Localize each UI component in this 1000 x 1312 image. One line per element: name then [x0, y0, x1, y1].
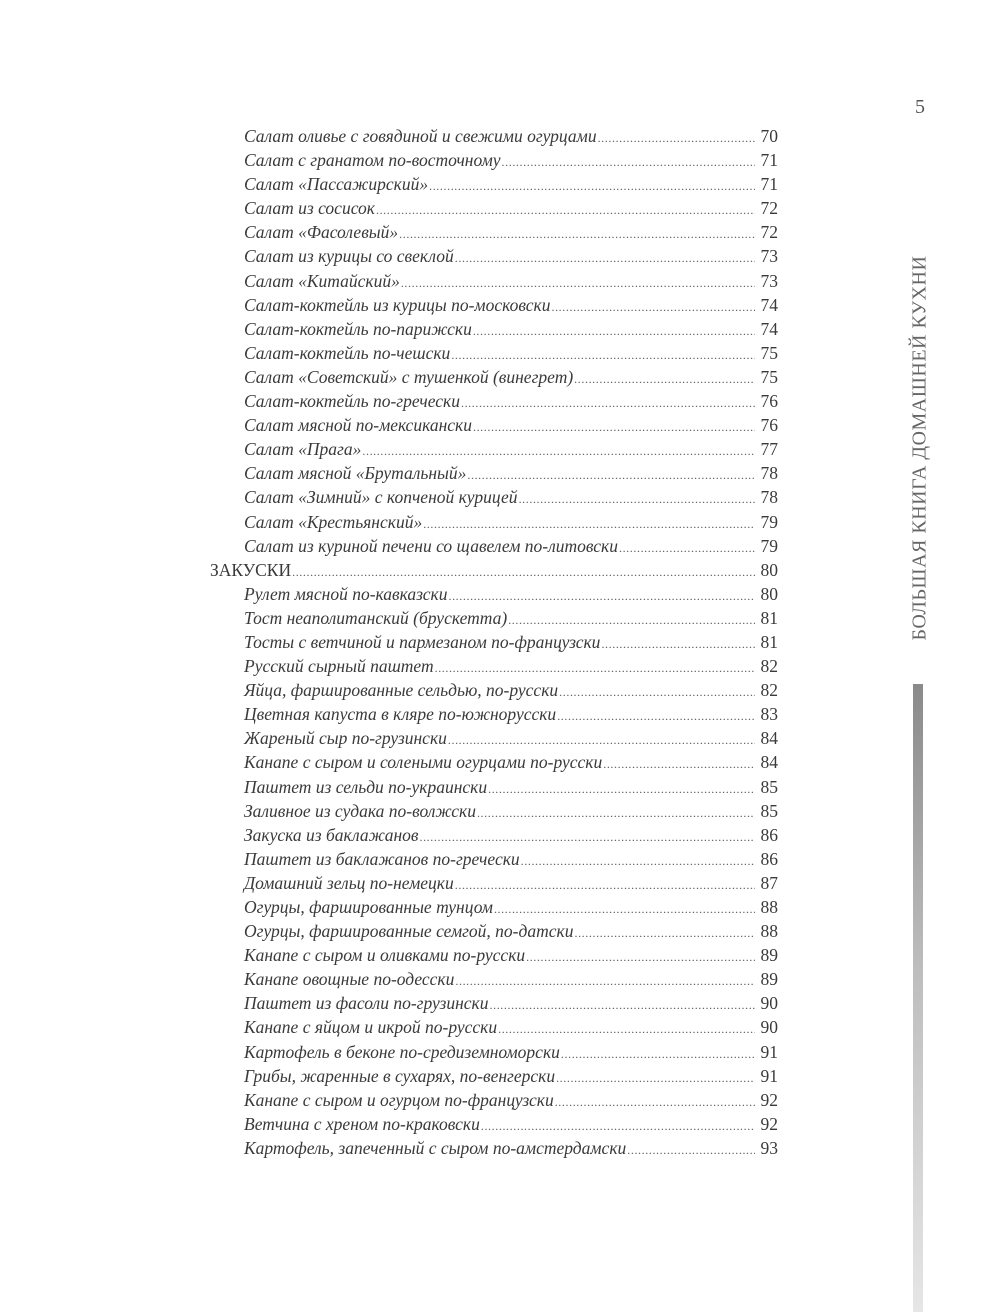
- toc-entry-page: 80: [760, 559, 778, 580]
- toc-entry-page: 76: [760, 391, 778, 412]
- toc-entry: [210, 582, 778, 606]
- toc-entry-page: 82: [760, 680, 778, 701]
- toc-entry-title: Жареный сыр по-грузински: [244, 728, 447, 749]
- toc-dot-leader: [556, 1066, 755, 1090]
- toc-entry-page: 71: [760, 174, 778, 195]
- toc-entry: [210, 485, 778, 509]
- toc-entry-title: Цветная капуста в кляре по-южнорусски: [244, 704, 557, 725]
- toc-dot-leader: [574, 367, 755, 391]
- toc-entry: [210, 1088, 778, 1112]
- table-of-contents: [210, 124, 778, 1160]
- toc-entry-title: Паштет из сельди по-украински: [244, 776, 488, 797]
- toc-dot-leader: [598, 126, 755, 150]
- toc-entry-page: 76: [760, 415, 778, 436]
- toc-dot-leader: [490, 993, 756, 1017]
- toc-entry: [210, 967, 778, 991]
- toc-entry: [210, 678, 778, 702]
- toc-entry-page: 84: [760, 752, 778, 773]
- toc-dot-leader: [603, 752, 755, 776]
- toc-entry: [210, 775, 778, 799]
- toc-entry-page: 71: [760, 150, 778, 171]
- toc-dot-leader: [376, 198, 755, 222]
- toc-entry: [210, 269, 778, 293]
- toc-entry-page: 89: [760, 969, 778, 990]
- toc-entry-page: 90: [760, 993, 778, 1014]
- toc-entry-page: 81: [760, 631, 778, 652]
- toc-entry-page: 81: [760, 607, 778, 628]
- toc-entry-page: 92: [760, 1113, 778, 1134]
- toc-entry-title: Салат «Прага»: [244, 439, 362, 460]
- toc-entry-title: Салат-коктейль по-гречески: [244, 391, 460, 412]
- toc-dot-leader: [619, 536, 755, 560]
- toc-entry: [210, 871, 778, 895]
- toc-entry: [210, 606, 778, 630]
- toc-entry-page: 78: [760, 463, 778, 484]
- toc-entry-page: 91: [760, 1041, 778, 1062]
- toc-entry-title: Салат «Советский» с тушенкой (винегрет): [244, 366, 574, 387]
- toc-entry: [210, 293, 778, 317]
- toc-dot-leader: [423, 512, 755, 536]
- toc-entry-title: Канапе с сыром и огурцом по-французски: [244, 1089, 554, 1110]
- toc-entry: [210, 823, 778, 847]
- toc-entry-page: 91: [760, 1065, 778, 1086]
- toc-entry-page: 78: [760, 487, 778, 508]
- toc-entry: [210, 220, 778, 244]
- toc-dot-leader: [401, 271, 755, 295]
- toc-entry: [210, 630, 778, 654]
- toc-entry-page: 93: [760, 1137, 778, 1158]
- toc-entry: [210, 413, 778, 437]
- toc-entry-title: Салат «Китайский»: [244, 270, 400, 291]
- toc-entry-page: 87: [760, 872, 778, 893]
- toc-entry-title: Яйца, фаршированные сельдью, по-русски: [244, 680, 559, 701]
- toc-dot-leader: [455, 969, 755, 993]
- toc-entry-title: Салат «Крестьянский»: [244, 511, 423, 532]
- toc-entry-title: Салат мясной по-мексикански: [244, 415, 472, 436]
- toc-entry: [210, 461, 778, 485]
- toc-entry-title: Русский сырный паштет: [244, 656, 434, 677]
- toc-entry-title: Картофель, запеченный с сыром по-амстердамски: [244, 1137, 627, 1158]
- toc-entry: [210, 317, 778, 341]
- toc-entry-title: ЗАКУСКИ: [210, 559, 292, 580]
- toc-dot-leader: [519, 487, 755, 511]
- toc-entry-title: Огурцы, фаршированные семгой, по-датски: [244, 921, 574, 942]
- toc-entry-title: Салат-коктейль из курицы по-московски: [244, 294, 551, 315]
- toc-entry: [210, 172, 778, 196]
- toc-dot-leader: [292, 560, 755, 584]
- toc-entry-title: Салат из курицы со свеклой: [244, 246, 454, 267]
- toc-entry-title: Салат-коктейль по-парижски: [244, 318, 472, 339]
- toc-entry-title: Салат с гранатом по-восточному: [244, 150, 501, 171]
- toc-entry-page: 77: [760, 439, 778, 460]
- toc-dot-leader: [455, 873, 755, 897]
- book-title-vertical: БОЛЬШАЯ КНИГА ДОМАШНЕЙ КУХНИ: [908, 255, 931, 641]
- toc-entry-title: Салат мясной «Брутальный»: [244, 463, 467, 484]
- toc-entry-page: 72: [760, 222, 778, 243]
- toc-entry-page: 89: [760, 945, 778, 966]
- toc-dot-leader: [559, 680, 755, 704]
- toc-entry: [210, 1040, 778, 1064]
- toc-entry-title: Ветчина с хреном по-краковски: [244, 1113, 480, 1134]
- toc-section-heading: [210, 558, 778, 582]
- toc-entry-page: 73: [760, 246, 778, 267]
- toc-entry-title: Канапе овощные по-одесски: [244, 969, 455, 990]
- toc-entry-title: Паштет из фасоли по-грузински: [244, 993, 489, 1014]
- toc-entry-title: Салат оливье с говядиной и свежими огурцами: [244, 126, 597, 146]
- toc-dot-leader: [399, 222, 755, 246]
- toc-dot-leader: [508, 608, 755, 632]
- toc-entry-page: 79: [760, 535, 778, 556]
- toc-dot-leader: [448, 728, 755, 752]
- toc-entry-title: Салат «Зимний» с копченой курицей: [244, 487, 518, 508]
- toc-dot-leader: [555, 1090, 755, 1114]
- toc-dot-leader: [448, 584, 755, 608]
- toc-entry: [210, 244, 778, 268]
- toc-dot-leader: [473, 415, 755, 439]
- toc-entry-title: Салат «Фасолевый»: [244, 222, 399, 243]
- toc-entry: [210, 895, 778, 919]
- toc-dot-leader: [627, 1138, 755, 1162]
- toc-dot-leader: [455, 246, 755, 270]
- toc-entry-title: Канапе с сыром и оливками по-русски: [244, 945, 526, 966]
- toc-dot-leader: [601, 632, 755, 656]
- toc-entry-title: Картофель в беконе по-средиземноморски: [244, 1041, 560, 1062]
- side-decorative-bar: [913, 684, 923, 1312]
- toc-dot-leader: [502, 150, 755, 174]
- toc-dot-leader: [429, 174, 755, 198]
- toc-entry-title: Закуска из баклажанов: [244, 824, 419, 845]
- toc-entry-title: Салат из сосисок: [244, 198, 375, 219]
- toc-entry: [210, 1064, 778, 1088]
- toc-dot-leader: [419, 825, 755, 849]
- toc-dot-leader: [488, 777, 755, 801]
- toc-entry-page: 90: [760, 1017, 778, 1038]
- toc-entry-title: Салат из куриной печени со щавелем по-литовски: [244, 535, 618, 556]
- toc-entry: [210, 365, 778, 389]
- toc-entry: [210, 702, 778, 726]
- toc-entry: [210, 991, 778, 1015]
- toc-entry-page: 92: [760, 1089, 778, 1110]
- toc-entry: [210, 726, 778, 750]
- toc-entry: [210, 654, 778, 678]
- toc-entry-page: 73: [760, 270, 778, 291]
- toc-entry-page: 84: [760, 728, 778, 749]
- toc-entry: [210, 750, 778, 774]
- toc-entry-title: Заливное из судака по-волжски: [244, 800, 476, 821]
- toc-entry: [210, 799, 778, 823]
- toc-entry-title: Паштет из баклажанов по-гречески: [244, 848, 520, 869]
- toc-entry-page: 86: [760, 848, 778, 869]
- toc-entry-page: 85: [760, 800, 778, 821]
- page-number: 5: [915, 96, 925, 118]
- toc-entry-page: 80: [760, 583, 778, 604]
- toc-dot-leader: [526, 945, 755, 969]
- toc-entry-title: Тост неаполитанский (брускетта): [244, 607, 508, 628]
- toc-dot-leader: [498, 1017, 755, 1041]
- toc-entry: [210, 847, 778, 871]
- toc-entry-title: Огурцы, фаршированные тунцом: [244, 897, 493, 917]
- toc-entry-title: Салат-коктейль по-чешски: [244, 342, 451, 363]
- toc-dot-leader: [451, 343, 755, 367]
- toc-dot-leader: [435, 656, 755, 680]
- toc-entry-page: 74: [760, 318, 778, 339]
- toc-entry-page: 83: [760, 704, 778, 725]
- toc-entry: [210, 1136, 778, 1160]
- toc-entry-page: 86: [760, 824, 778, 845]
- toc-dot-leader: [551, 295, 755, 319]
- toc-entry-title: Домашний зельц по-немецки: [244, 872, 454, 893]
- toc-entry: [210, 124, 778, 148]
- toc-entry: [210, 437, 778, 461]
- toc-dot-leader: [557, 704, 755, 728]
- toc-entry-title: Рулет мясной по-кавказски: [244, 583, 448, 604]
- toc-dot-leader: [481, 1114, 755, 1138]
- toc-entry-page: 82: [760, 656, 778, 677]
- toc-entry-title: Грибы, жаренные в сухарях, по-венгерски: [244, 1065, 556, 1086]
- toc-entry-page: 72: [760, 198, 778, 219]
- toc-entry-page: 79: [760, 511, 778, 532]
- toc-dot-leader: [461, 391, 755, 415]
- toc-entry-page: 74: [760, 294, 778, 315]
- toc-entry: [210, 943, 778, 967]
- toc-entry: [210, 510, 778, 534]
- toc-dot-leader: [362, 439, 755, 463]
- toc-dot-leader: [494, 897, 755, 921]
- toc-entry: [210, 919, 778, 943]
- toc-dot-leader: [561, 1042, 755, 1066]
- toc-entry-page: 75: [760, 366, 778, 387]
- toc-entry: [210, 534, 778, 558]
- toc-entry-page: 88: [760, 921, 778, 942]
- toc-entry-page: 85: [760, 776, 778, 797]
- toc-dot-leader: [521, 849, 755, 873]
- toc-dot-leader: [467, 463, 755, 487]
- toc-entry-page: 70: [760, 126, 778, 146]
- toc-entry-title: Салат «Пассажирский»: [244, 174, 429, 195]
- toc-entry: [210, 1015, 778, 1039]
- toc-entry: [210, 148, 778, 172]
- toc-entry-title: Тосты с ветчиной и пармезаном по-французски: [244, 631, 601, 652]
- toc-entry: [210, 341, 778, 365]
- toc-entry-page: 75: [760, 342, 778, 363]
- toc-dot-leader: [473, 319, 755, 343]
- toc-entry-title: Канапе с яйцом и икрой по-русски: [244, 1017, 498, 1038]
- toc-entry-page: 88: [760, 897, 778, 917]
- toc-dot-leader: [477, 801, 755, 825]
- toc-dot-leader: [574, 921, 755, 945]
- toc-entry: [210, 196, 778, 220]
- toc-entry: [210, 389, 778, 413]
- toc-entry: [210, 1112, 778, 1136]
- toc-entry-title: Канапе с сыром и солеными огурцами по-русски: [244, 752, 603, 773]
